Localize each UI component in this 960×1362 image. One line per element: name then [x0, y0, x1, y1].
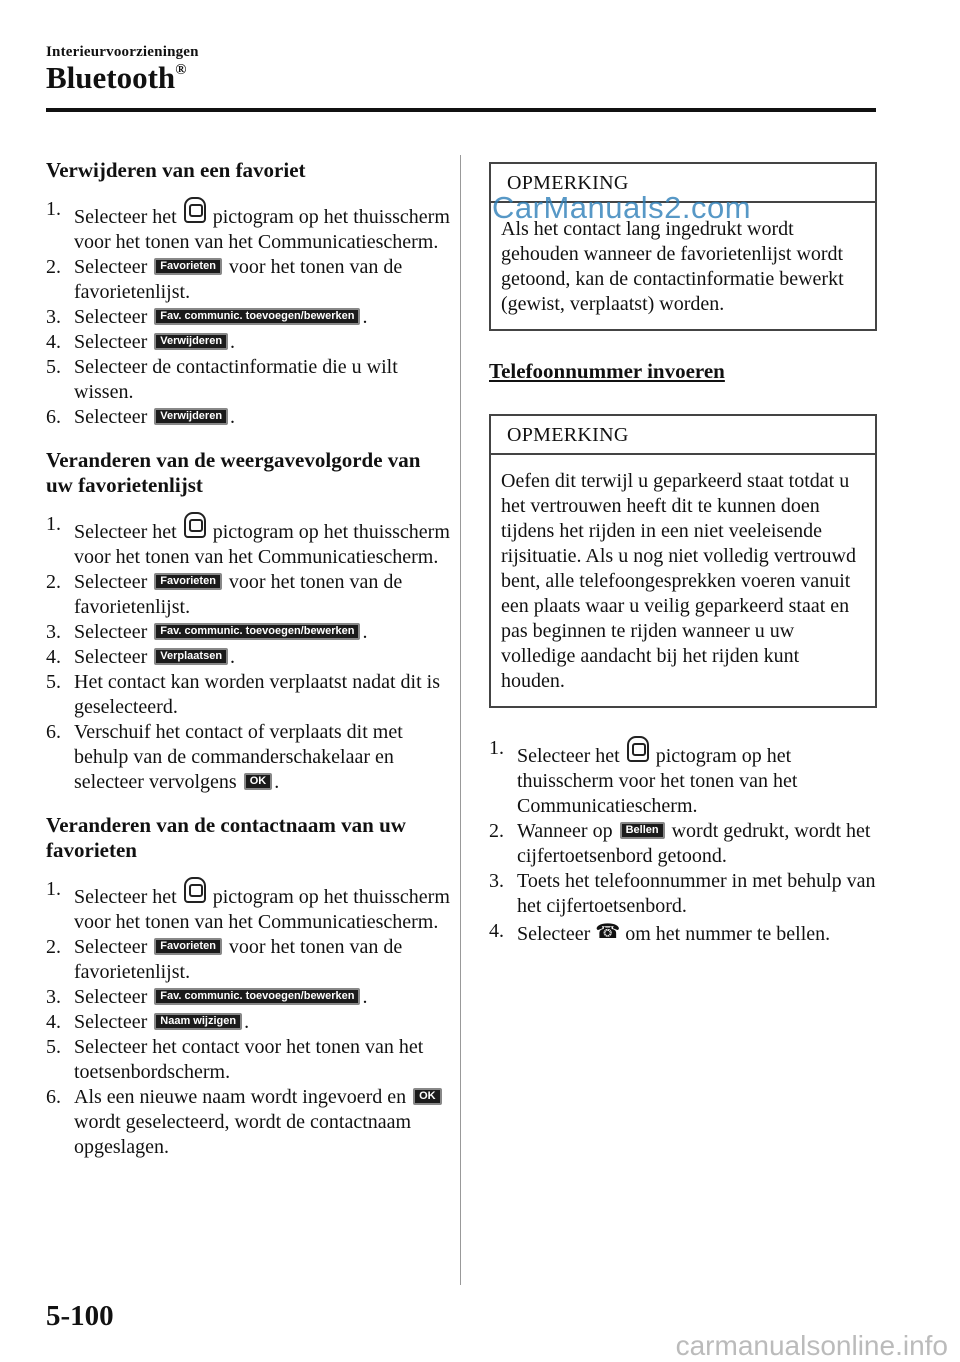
phone-book-icon	[627, 736, 649, 762]
note-text: Als het contact lang ingedrukt wordt gehouden wanneer de favorietenlijst wordt getoond, kan de contactinformatie bewerkt (gewist, verplaatst) worden.	[501, 218, 844, 315]
list-item	[46, 620, 451, 645]
step-text: Selecteer het	[517, 745, 620, 767]
list-item	[46, 512, 451, 570]
step-text: .	[362, 621, 368, 643]
watermark-carmanuals2: CarManuals2.com	[492, 190, 752, 225]
step-text: .	[230, 406, 236, 428]
phone-book-icon	[184, 877, 206, 903]
step-text: .	[362, 306, 368, 328]
step-text: pictogram op het thuisscherm voor het tonen van het Communicatiescherm.	[517, 745, 798, 817]
step-number: 1.	[46, 513, 61, 535]
screen-button: Favorieten	[154, 573, 222, 590]
list-item	[46, 255, 451, 305]
subheading-phone-number: Telefoonnummer invoeren	[489, 359, 725, 383]
step-text: Selecteer	[74, 571, 148, 593]
list-item	[46, 570, 451, 620]
step-text: Selecteer	[74, 1011, 148, 1033]
step-text: .	[230, 331, 236, 353]
step-text: voor het tonen van de favorietenlijst.	[74, 571, 403, 618]
note-box-safety	[489, 414, 877, 708]
step-number: 2.	[46, 936, 61, 958]
step-text: Selecteer	[517, 923, 591, 945]
phone-book-icon	[184, 197, 206, 223]
list-item	[46, 355, 451, 405]
steps-phone-number	[489, 736, 877, 947]
section-label: Interieurvoorzieningen	[46, 44, 199, 60]
step-text: Selecteer	[74, 646, 148, 668]
list-item	[489, 919, 877, 947]
steps-list	[46, 877, 451, 1160]
step-text: Selecteer	[74, 621, 148, 643]
phone-book-icon	[184, 512, 206, 538]
step-number: 3.	[489, 870, 504, 892]
step-text: Selecteer	[74, 406, 148, 428]
step-text: Selecteer de contactinformatie die u wilt wissen.	[74, 356, 398, 403]
step-text: .	[274, 771, 280, 793]
note-text: Oefen dit terwijl u geparkeerd staat totdat u het vertrouwen heeft dit te kunnen doen tijdens het rijden in een niet veeleisende rijsituatie. Als u nog niet volledig vertrouwd bent, alle telefoongesprekken voeren vanuit een plaats waar u veilig geparkeerd staat en pas beginnen te rijden wanneer u uw volledige aandacht bij het rijden kunt houden.	[501, 470, 856, 692]
page-number: 5-100	[46, 1300, 114, 1332]
chapter-title	[46, 60, 186, 96]
step-text: om het nummer te bellen.	[620, 923, 831, 945]
section-heading: Veranderen van de contactnaam van uw favorieten	[46, 813, 406, 862]
section-heading: Veranderen van de weergavevolgorde van uw favorietenlijst	[46, 448, 421, 497]
screen-button: Naam wijzigen	[154, 1013, 242, 1030]
column-divider	[460, 155, 461, 1285]
screen-button: OK	[413, 1088, 442, 1105]
step-number: 4.	[489, 920, 504, 942]
step-text: Wanneer op	[517, 820, 613, 842]
list-item	[46, 985, 451, 1010]
step-text: pictogram op het thuisscherm voor het tonen van het Communicatiescherm.	[74, 206, 450, 253]
screen-button: Verplaatsen	[154, 648, 228, 665]
list-item	[46, 197, 451, 255]
list-item	[46, 645, 451, 670]
step-number: 3.	[46, 306, 61, 328]
step-text: wordt geselecteerd, wordt de contactnaam opgeslagen.	[74, 1111, 412, 1158]
step-text: Selecteer	[74, 936, 148, 958]
step-number: 1.	[46, 878, 61, 900]
step-text: wordt gedrukt, wordt het cijfertoetsenbord getoond.	[517, 820, 871, 867]
step-number: 3.	[46, 986, 61, 1008]
step-number: 6.	[46, 721, 61, 743]
list-item	[489, 736, 877, 819]
list-item	[46, 305, 451, 330]
step-text: Selecteer het	[74, 521, 177, 543]
step-text: .	[230, 646, 236, 668]
step-number: 5.	[46, 1036, 61, 1058]
screen-button: Bellen	[620, 822, 665, 839]
step-text: Verschuif het contact of verplaats dit met behulp van de commanderschakelaar en selecteer vervolgens	[74, 721, 403, 793]
step-number: 2.	[46, 571, 61, 593]
step-text: Selecteer het	[74, 886, 177, 908]
step-number: 6.	[46, 406, 61, 428]
screen-button: Favorieten	[154, 258, 222, 275]
list-item	[489, 869, 877, 919]
step-number: 4.	[46, 1011, 61, 1033]
step-text: Selecteer het contact voor het tonen van het toetsenbordscherm.	[74, 1036, 424, 1083]
step-text: Selecteer	[74, 256, 148, 278]
step-number: 1.	[489, 737, 504, 759]
screen-button: Verwijderen	[154, 408, 228, 425]
call-icon: ☎	[595, 919, 621, 943]
list-item	[46, 720, 451, 795]
registered-mark: ®	[175, 62, 187, 78]
list-item	[46, 1010, 451, 1035]
header-rule	[46, 108, 876, 112]
note-heading: OPMERKING	[491, 416, 875, 455]
step-text: voor het tonen van de favorietenlijst.	[74, 256, 403, 303]
right-column	[489, 162, 877, 965]
step-text: Als een nieuwe naam wordt ingevoerd en	[74, 1086, 407, 1108]
screen-button: Fav. communic. toevoegen/bewerken	[154, 623, 360, 640]
screen-button: Verwijderen	[154, 333, 228, 350]
list-item	[46, 330, 451, 355]
screen-button: Favorieten	[154, 938, 222, 955]
list-item	[46, 1035, 451, 1085]
step-text: voor het tonen van de favorietenlijst.	[74, 936, 403, 983]
step-number: 2.	[489, 820, 504, 842]
step-number: 3.	[46, 621, 61, 643]
step-number: 5.	[46, 671, 61, 693]
list-item	[46, 405, 451, 430]
screen-button: Fav. communic. toevoegen/bewerken	[154, 308, 360, 325]
list-item	[46, 670, 451, 720]
list-item	[489, 819, 877, 869]
step-number: 5.	[46, 356, 61, 378]
step-number: 1.	[46, 198, 61, 220]
list-item	[46, 1085, 451, 1160]
step-text: pictogram op het thuisscherm voor het tonen van het Communicatiescherm.	[74, 886, 450, 933]
step-text: Selecteer het	[74, 206, 177, 228]
screen-button: OK	[244, 773, 273, 790]
step-text: Selecteer	[74, 331, 148, 353]
note-box-favorites	[489, 162, 877, 331]
step-text: .	[244, 1011, 250, 1033]
screen-button: Fav. communic. toevoegen/bewerken	[154, 988, 360, 1005]
note-heading: OPMERKING	[491, 164, 875, 203]
chapter-title-text: Bluetooth	[46, 60, 176, 95]
section-heading: Verwijderen van een favoriet	[46, 158, 306, 182]
list-item	[46, 935, 451, 985]
step-text: Selecteer	[74, 306, 148, 328]
step-number: 6.	[46, 1086, 61, 1108]
step-text: pictogram op het thuisscherm voor het tonen van het Communicatiescherm.	[74, 521, 450, 568]
steps-list	[46, 197, 451, 430]
footer-watermark: carmanualsonline.info	[675, 1330, 948, 1361]
step-text: Toets het telefoonnummer in met behulp van het cijfertoetsenbord.	[517, 870, 876, 917]
list-item	[46, 877, 451, 935]
step-text: Selecteer	[74, 986, 148, 1008]
step-text: Het contact kan worden verplaatst nadat dit is geselecteerd.	[74, 671, 440, 718]
step-number: 2.	[46, 256, 61, 278]
step-text: .	[362, 986, 368, 1008]
step-number: 4.	[46, 331, 61, 353]
steps-list	[46, 512, 451, 795]
left-column	[46, 158, 451, 1178]
step-number: 4.	[46, 646, 61, 668]
